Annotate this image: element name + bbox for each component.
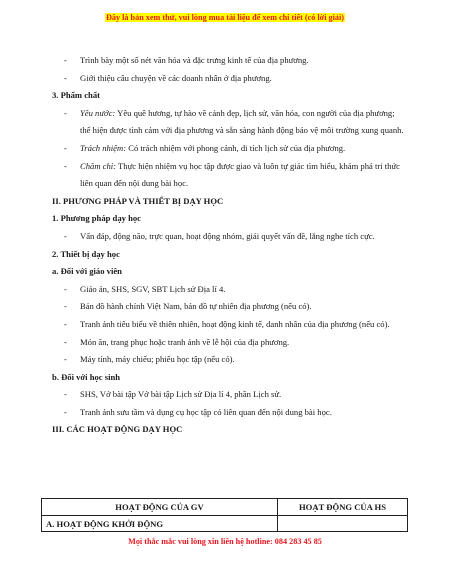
list-item	[52, 105, 404, 140]
list-item	[52, 298, 404, 316]
section-heading-gv: a. Đối với giáo viên	[52, 266, 122, 277]
bullet-dash: -	[64, 389, 67, 400]
section-heading-ppdh: 1. Phương pháp dạy học	[52, 213, 141, 224]
table-header-gv: HOẠT ĐỘNG CỦA GV	[42, 499, 278, 516]
list-item-text: Bản đồ hành chính Việt Nam, bản đồ tự nhiên địa phương (nếu có).	[80, 301, 312, 312]
activity-table	[41, 498, 408, 532]
list-item-text: Tranh ảnh sưu tầm và dụng cụ học tập có liên quan đến nội dung bài học.	[80, 406, 332, 417]
list-item-text: Trình bày một số nét văn hóa và đặc trưng kinh tế của địa phương.	[80, 55, 309, 65]
list-item	[52, 316, 404, 334]
bullet-dash: -	[64, 283, 67, 294]
list-item-text: Giáo án, SHS, SGV, SBT Lịch sử Địa lí 4.	[80, 283, 226, 294]
table-row	[42, 516, 408, 532]
list-item	[52, 351, 404, 369]
list-item	[52, 386, 404, 404]
list-item-text: SHS, Vở bài tập Vở bài tập Lịch sử Địa lí 4, phần Lịch sử.	[80, 389, 282, 400]
list-item-text: Yêu quê hương, tự hào về cảnh đẹp, lịch sử, văn hóa, con người của địa phương; thể hiện được tình cảm với địa phương và sẵn sàng hành động bảo vệ môi trường xung quanh.	[80, 107, 404, 136]
section-heading-hs: b. Đối với học sinh	[52, 371, 121, 382]
list-item	[52, 228, 404, 246]
bullet-dash: -	[64, 55, 67, 65]
table-cell-khoi-dong: A. HOẠT ĐỘNG KHỞI ĐỘNG	[42, 516, 278, 532]
bullet-dash: -	[64, 142, 67, 153]
list-item-text: Tranh ảnh tiêu biểu về thiên nhiên, hoạt động kinh tế, danh nhân của địa phương (nếu có).	[80, 318, 390, 329]
list-item-text: Thực hiện nhiệm vụ học tập được giao và luôn tự giác tìm hiểu, khám phá tri thức liên quan đến nội dung bài học.	[80, 160, 400, 189]
document-body	[52, 52, 404, 439]
bullet-dash: -	[64, 107, 67, 118]
list-item	[52, 158, 404, 193]
preview-banner-text: Đây là bản xem thử, vui lòng mua tài liệu để xem chi tiết (có lời giải)	[105, 13, 344, 22]
bullet-dash: -	[64, 230, 67, 241]
table-header-row	[42, 499, 408, 516]
section-heading-pham-chat: 3. Phẩm chất	[52, 90, 100, 101]
table-header-hs: HOẠT ĐỘNG CỦA HS	[278, 499, 408, 516]
section-heading-iii: III. CÁC HOẠT ĐỘNG DẠY HỌC	[52, 424, 183, 435]
bullet-dash: -	[64, 354, 67, 365]
bullet-dash: -	[64, 160, 67, 171]
list-item-text: Món ăn, trang phục hoặc tranh ảnh về lễ hội của địa phương.	[80, 336, 290, 347]
section-heading-ii: II. PHƯƠNG PHÁP VÀ THIẾT BỊ DẠY HỌC	[52, 195, 224, 206]
list-item-label: Yêu nước:	[80, 107, 116, 118]
table-cell-empty	[278, 516, 408, 532]
section-heading-tbdh: 2. Thiết bị dạy học	[52, 248, 120, 259]
list-item	[52, 140, 404, 158]
bullet-dash: -	[64, 301, 67, 312]
list-item-text: Giới thiệu câu chuyện về các doanh nhân ở địa phương.	[80, 72, 272, 83]
list-item-text: Máy tính, máy chiếu; phiếu học tập (nếu có).	[80, 354, 235, 365]
list-item	[52, 52, 404, 70]
list-item	[52, 334, 404, 352]
list-item	[52, 281, 404, 299]
preview-banner	[0, 13, 450, 22]
bullet-dash: -	[64, 406, 67, 417]
list-item	[52, 404, 404, 422]
bullet-dash: -	[64, 336, 67, 347]
bullet-dash: -	[64, 72, 67, 83]
list-item-label: Trách nhiệm:	[80, 142, 127, 153]
list-item-text: Có trách nhiệm với phong cảnh, di tích lịch sử của địa phương.	[126, 142, 346, 153]
bullet-dash: -	[64, 318, 67, 329]
list-item	[52, 70, 404, 88]
list-item-label: Chăm chỉ:	[80, 160, 117, 171]
list-item-text: Vấn đáp, động não, trực quan, hoạt động nhóm, giải quyết vấn đề, lắng nghe tích cực.	[80, 230, 375, 241]
hotline-footer: Mọi thắc mắc vui lòng xin liên hệ hotline: 084 283 45 85	[128, 537, 322, 546]
